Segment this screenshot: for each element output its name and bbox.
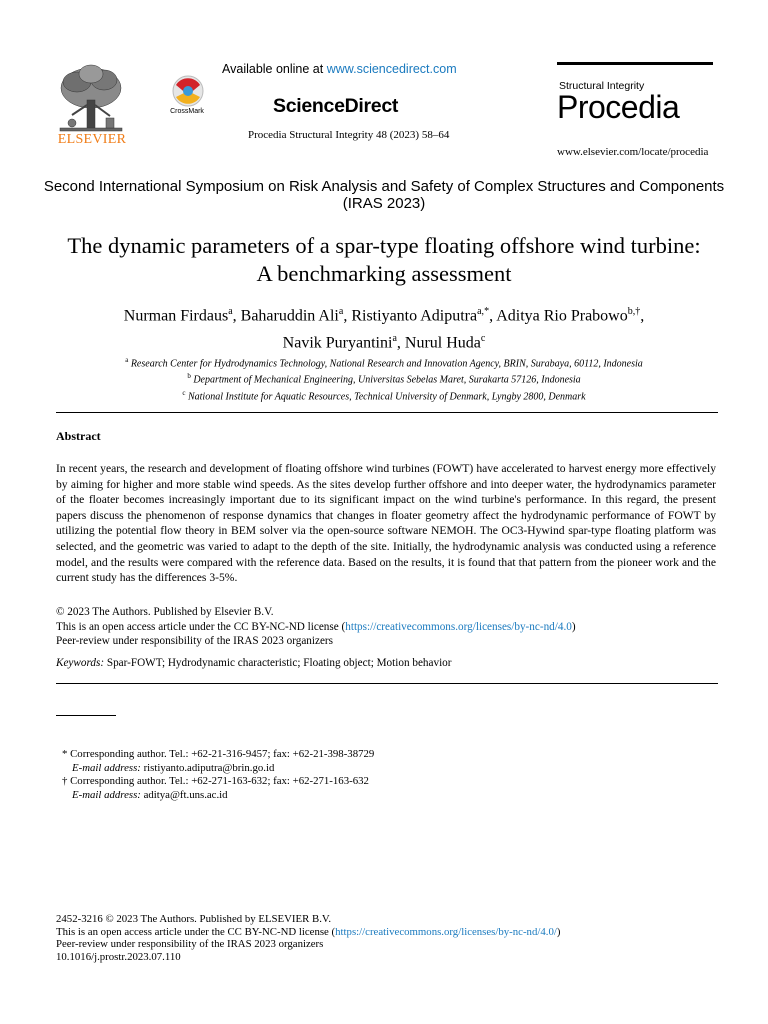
- journal-reference: Procedia Structural Integrity 48 (2023) 58–64: [248, 129, 450, 141]
- author-name: Navik Puryantini: [282, 334, 393, 352]
- affiliation-line: $^b$ Department of Mechanical Engineering, Universitas Sebelas Maret, Surakarta 57126, Indonesia: [187, 372, 581, 386]
- author-list: Nurman Firdaus$^a$, Baharuddin Ali$^a$, Ristiyanto Adiputra$^{a,*}$, Aditya Rio Prabowo$^{b,\dagger}$, Navik Puryantini$^a$, Nurul Huda$^c$: [123, 306, 645, 352]
- author-name: Ristiyanto Adiputra: [351, 307, 478, 325]
- doi-line[interactable]: 10.1016/j.prostr.2023.07.110: [56, 950, 181, 963]
- issn-line: 2452-3216 © 2023 The Authors. Published by ELSEVIER B.V.: [56, 913, 332, 925]
- elsevier-wordmark: ELSEVIER: [57, 132, 127, 147]
- sciencedirect-title: ScienceDirect: [273, 95, 399, 117]
- author-name: Nurul Huda: [404, 334, 481, 352]
- bottom-license-line: This is an open access article under the CC BY-NC-ND license (https://creativecommons.org/licenses/by-nc-nd/4.0/): [56, 925, 561, 938]
- paper-title: The dynamic parameters of a spar-type floating offshore wind turbine: A benchmarking assessment: [67, 233, 701, 286]
- author-affil-sup: a: [338, 306, 344, 317]
- abstract-heading: Abstract: [56, 429, 101, 443]
- footnotes: [62, 748, 374, 802]
- bottom-license-link[interactable]: https://creativecommons.org/licenses/by-nc-nd/4.0/: [335, 925, 557, 938]
- peer-review-line: Peer-review under responsibility of the IRAS 2023 organizers: [56, 635, 334, 647]
- author-affil-sup: a: [392, 333, 397, 345]
- keywords-text: Spar-FOWT; Hydrodynamic characteristic; Floating object; Motion behavior: [104, 657, 452, 669]
- affiliation-line: $^c$ National Institute for Aquatic Resources, Technical University of Denmark, Lyngby 2800, Denmark: [182, 388, 586, 402]
- keywords-line: [56, 657, 452, 669]
- available-prefix: Available online at: [222, 62, 327, 76]
- license-link[interactable]: https://creativecommons.org/licenses/by-nc-nd/4.0: [345, 620, 572, 633]
- author-name: Nurman Firdaus: [123, 307, 229, 325]
- author-affil-sup: a,*: [477, 306, 490, 317]
- author-name: Baharuddin Ali: [240, 307, 339, 325]
- email-line-2: E-mail address: aditya@ft.uns.ac.id: [72, 788, 228, 801]
- available-online-line: [222, 62, 457, 76]
- corresponding-author-2: † Corresponding author. Tel.: +62-271-163-632; fax: +62-271-163-632: [62, 775, 369, 787]
- footnote-rule: [56, 715, 116, 716]
- license-line: This is an open access article under the CC BY-NC-ND license (https://creativecommons.org/licenses/by-nc-nd/4.0): [56, 620, 576, 633]
- corresponding-author-1: * Corresponding author. Tel.: +62-21-316-9457; fax: +62-21-398-38729: [62, 748, 375, 760]
- author-affil-sup: a: [228, 306, 233, 317]
- author-affil-sup: b,†: [627, 306, 641, 317]
- affiliations: [40, 354, 728, 403]
- divider-top: [56, 412, 718, 413]
- procedia-wordmark: Procedia: [557, 89, 680, 125]
- author-affil-sup: c: [480, 333, 486, 345]
- procedia-url[interactable]: www.elsevier.com/locate/procedia: [557, 146, 709, 158]
- author-name: Aditya Rio Prabowo: [496, 307, 628, 325]
- email-line-1: E-mail address: ristiyanto.adiputra@brin.go.id: [72, 761, 275, 774]
- procedia-subtitle: Structural Integrity: [559, 80, 645, 92]
- divider-bottom: [56, 683, 718, 684]
- abstract-body: In recent years, the research and development of floating offshore wind turbines (FOWT) have accelerated to harvest energy more effectively by aiming for higher and more stable wind speeds. As the sites develop further offshore and into deeper water, the hydrodynamics parameter of the floater becomes increasingly important due to its significant impact on the wind turbine's performance. In this regard, the present papers discuss the phenomenon of response dynamics that changes in floater geometry affect the hydrodynamic performance of FOWT by utilizing the potential flow theory in BEM solver via the open-source software NEMOH. The OC3-Hywind spar-type floating platform was selected, and the geometric was varied to adapt to the depth of the site. Initially, the hydrodynamic analysis was conducted using a reference model, and the results were compared with the reference data. Based on the results, it is found that that pattern from the pioneer work and the current study has the differences 3-5%.: [56, 462, 716, 585]
- crossmark-label: CrossMark: [170, 108, 204, 115]
- keywords-label: Keywords:: [56, 657, 105, 669]
- copyright-line: © 2023 The Authors. Published by Elsevier B.V.: [56, 606, 274, 618]
- affiliation-line: $^a$ Research Center for Hydrodynamics Technology, National Research and Innovation Agency, BRIN, Surabaya, 60112, Indonesia: [125, 356, 643, 370]
- sciencedirect-link[interactable]: www.sciencedirect.com: [326, 62, 457, 76]
- issn-block: [56, 913, 560, 963]
- conference-name: Second International Symposium on Risk Analysis and Safety of Complex Structures and Components (IRAS 2023): [43, 178, 725, 212]
- copyright-notice: [56, 605, 716, 649]
- bottom-peer-review-line: Peer-review under responsibility of the IRAS 2023 organizers: [56, 938, 324, 950]
